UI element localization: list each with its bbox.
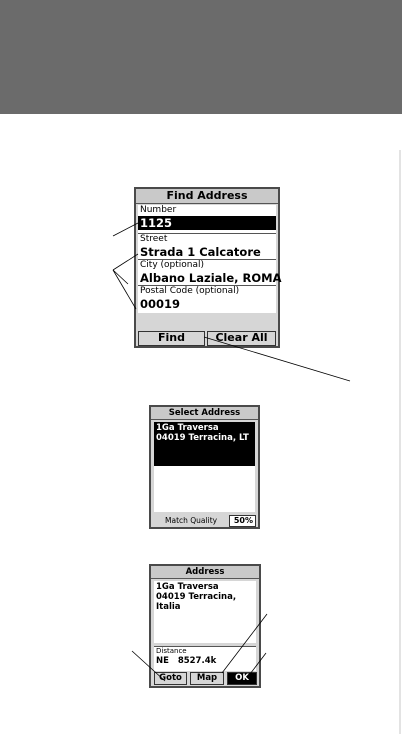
find-address-screen	[134, 187, 280, 348]
address-line: 1Ga Traversa	[156, 582, 219, 592]
number-label: Number	[140, 205, 177, 215]
postal-code-field[interactable]	[138, 285, 276, 311]
number-value[interactable]: 1125	[138, 216, 276, 230]
postal-code-value[interactable]: 00019	[140, 297, 181, 311]
postal-code-label: Postal Code (optional)	[140, 286, 240, 296]
address-title: Address	[151, 566, 259, 579]
match-quality-label: Match Quality	[165, 516, 218, 525]
street-field[interactable]	[138, 233, 276, 259]
address-details	[154, 581, 256, 643]
margin-rule	[399, 150, 401, 734]
find-button[interactable]: Find	[138, 331, 205, 346]
distance-readout	[154, 656, 256, 667]
find-address-title: Find Address	[136, 189, 278, 204]
find-address-fields	[138, 205, 282, 313]
distance-value: 8527.4k	[177, 656, 217, 666]
leader-line	[113, 270, 136, 309]
street-label: Street	[140, 234, 168, 244]
distance-panel	[154, 646, 256, 671]
address-screen	[149, 564, 261, 688]
header-band	[0, 0, 402, 114]
leader-line	[113, 270, 128, 284]
city-label: City (optional)	[140, 260, 204, 270]
result-city: 04019 Terracina, LT	[156, 433, 249, 443]
ok-button[interactable]: OK	[227, 672, 257, 685]
result-street: 1Ga Traversa	[156, 423, 219, 433]
match-quality-value: 50%	[229, 515, 256, 527]
address-line: 04019 Terracina,	[156, 592, 237, 602]
select-address-title: Select Address	[151, 407, 258, 420]
address-line: Italia	[156, 602, 181, 612]
city-value[interactable]: Albano Laziale, ROMA	[140, 271, 282, 285]
city-field[interactable]	[138, 259, 282, 285]
map-button[interactable]: Map	[190, 672, 224, 685]
number-field[interactable]	[138, 205, 276, 230]
distance-label: Distance	[156, 647, 187, 655]
street-value[interactable]: Strada 1 Calcatore	[140, 245, 261, 259]
address-result-list	[154, 422, 255, 512]
list-item[interactable]	[154, 422, 255, 466]
clear-all-button[interactable]: Clear All	[207, 331, 276, 346]
distance-direction: NE	[156, 656, 169, 666]
select-address-screen	[149, 405, 260, 529]
goto-button[interactable]: Goto	[154, 672, 187, 685]
